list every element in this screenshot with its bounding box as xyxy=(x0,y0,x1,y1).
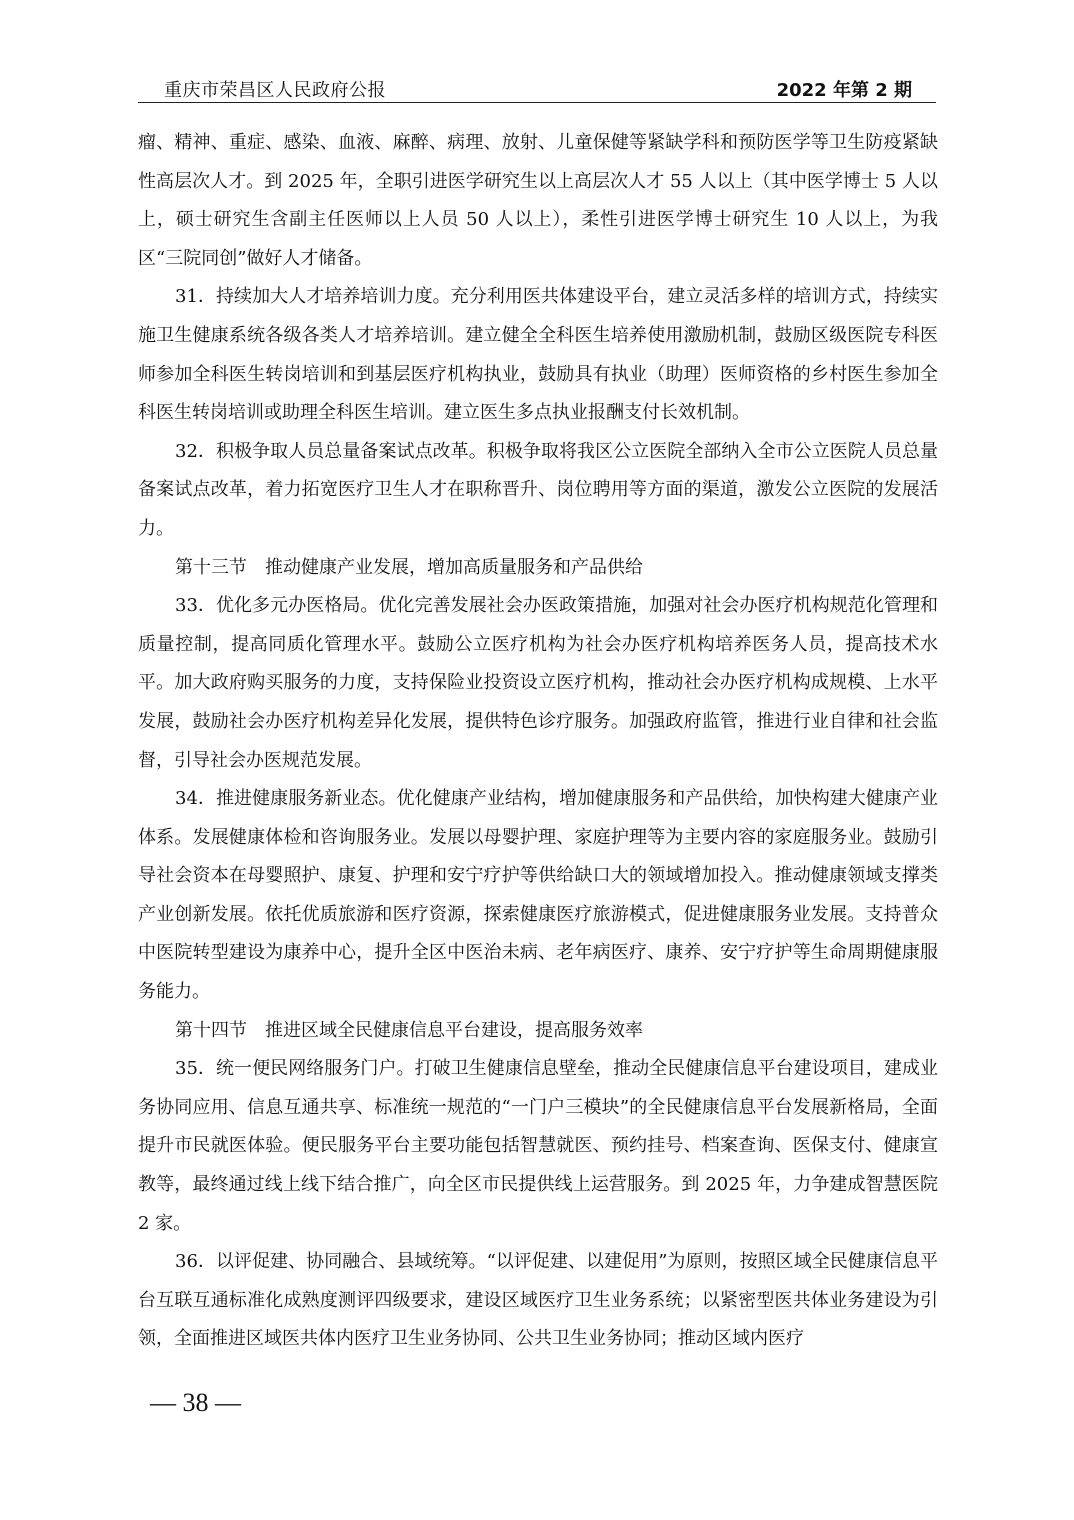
issue-number: 2022 年第 2 期 xyxy=(776,80,912,101)
paragraph: 36．以评促建、协同融合、县域统筹。“以评促建、以建促用”为原则，按照区域全民健康信息平台互联互通标准化成熟度测评四级要求，建设区域医疗卫生业务系统；以紧密型医共体业务建设为引领，全面推进区域医共体内医疗卫生业务协同、公共卫生业务协同；推动区域内医疗 xyxy=(138,1251,938,1350)
paragraph: 35．统一便民网络服务门户。打破卫生健康信息壁垒，推动全民健康信息平台建设项目，建成业务协同应用、信息互通共享、标准统一规范的“一门户三模块”的全民健康信息平台发展新格局，全面提升市民就医体验。便民服务平台主要功能包括智慧就医、预约挂号、档案查询、医保支付、健康宣教等，最终通过线上线下结合推广，向全区市民提供线上运营服务。到 2025 年，力争建成智慧医院 2 家。 xyxy=(138,1058,938,1234)
paragraph: 34．推进健康服务新业态。优化健康产业结构，增加健康服务和产品供给，加快构建大健康产业体系。发展健康体检和咨询服务业。发展以母婴护理、家庭护理等为主要内容的家庭服务业。鼓励引导社会资本在母婴照护、康复、护理和安宁疗护等供给缺口大的领域增加投入。推动健康领域支撑类产业创新发展。依托优质旅游和医疗资源，探索健康医疗旅游模式，促进健康服务业发展。支持普众中医院转型建设为康养中心，提升全区中医治未病、老年病医疗、康养、安宁疗护等生命周期健康服务能力。 xyxy=(138,788,938,1003)
paragraph: 瘤、精神、重症、感染、血液、麻醉、病理、放射、儿童保健等紧缺学科和预防医学等卫生防疫紧缺性高层次人才。到 2025 年，全职引进医学研究生以上高层次人才 55 人以上（其中医学博士 5 人以上，硕士研究生含副主任医师以上人员 50 人以上），柔性引进医学博士研究生 10 人以上，为我区“三院同创”做好人才储备。 xyxy=(138,132,938,269)
paragraph: 33．优化多元办医格局。优化完善发展社会办医政策措施，加强对社会办医疗机构规范化管理和质量控制，提高同质化管理水平。鼓励公立医疗机构为社会办医疗机构培养医务人员，提高技术水平。加大政府购买服务的力度，支持保险业投资设立医疗机构，推动社会办医疗机构成规模、上水平发展，鼓励社会办医疗机构差异化发展，提供特色诊疗服务。加强政府监管，推进行业自律和社会监督，引导社会办医规范发展。 xyxy=(138,595,938,771)
paragraph: 32．积极争取人员总量备案试点改革。积极争取将我区公立医院全部纳入全市公立医院人员总量备案试点改革，着力拓宽医疗卫生人才在职称晋升、岗位聘用等方面的渠道，激发公立医院的发展活力。 xyxy=(138,440,938,539)
body-text xyxy=(138,124,938,1359)
gazette-title: 重庆市荣昌区人民政府公报 xyxy=(164,80,386,101)
section-heading: 第十四节 推进区域全民健康信息平台建设，提高服务效率 xyxy=(175,1019,643,1041)
paragraph: 31．持续加大人才培养培训力度。充分利用医共体建设平台，建立灵活多样的培训方式，持续实施卫生健康系统各级各类人才培养培训。建立健全全科医生培养使用激励机制，鼓励区级医院专科医师参加全科医生转岗培训和到基层医疗机构执业，鼓励具有执业（助理）医师资格的乡村医生参加全科医生转岗培训或助理全科医生培训。建立医生多点执业报酬支付长效机制。 xyxy=(138,286,938,424)
page-header xyxy=(138,74,936,103)
page-number: — 38 — xyxy=(150,1388,241,1417)
section-heading: 第十三节 推动健康产业发展，增加高质量服务和产品供给 xyxy=(175,556,643,578)
